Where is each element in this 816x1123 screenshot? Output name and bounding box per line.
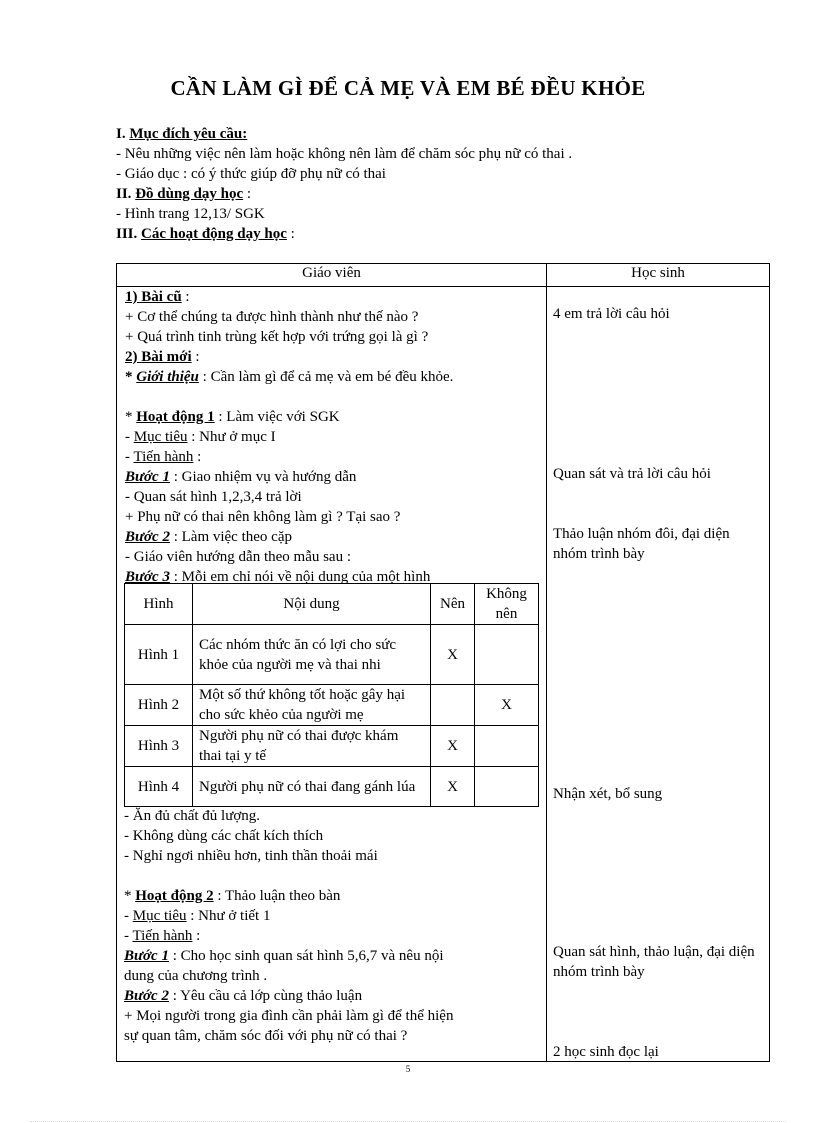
procedure-text: : bbox=[192, 928, 201, 944]
intro-label: Giới thiệu bbox=[136, 369, 199, 385]
new-lesson-heading bbox=[125, 347, 543, 367]
table-row bbox=[125, 767, 539, 807]
cell-hinh: Hình 1 bbox=[125, 625, 193, 685]
activity-1-heading bbox=[125, 407, 543, 427]
cell-nen: X bbox=[431, 767, 475, 807]
bullet: * bbox=[124, 888, 136, 904]
content-table bbox=[124, 583, 539, 807]
section-title: Đồ dùng dạy học bbox=[135, 186, 244, 202]
procedure-label: Tiến hành bbox=[133, 449, 194, 465]
question-line: + Cơ thể chúng ta được hình thành như thế nào ? bbox=[125, 309, 419, 325]
activity-2-heading bbox=[124, 886, 544, 906]
procedure-text: : bbox=[193, 449, 202, 465]
step-label: Bước 1 bbox=[125, 469, 170, 485]
step-label: Bước 1 bbox=[124, 948, 169, 964]
cell-hinh: Hình 3 bbox=[125, 726, 193, 767]
step-detail-line: dung của chương trình . bbox=[124, 968, 268, 984]
activity-text: : Thảo luận theo bàn bbox=[213, 888, 341, 904]
page-bottom-divider bbox=[30, 1121, 786, 1122]
page-title: CẦN LÀM GÌ ĐỂ CẢ MẸ VÀ EM BÉ ĐỀU KHỎE bbox=[170, 76, 646, 100]
step-text: : Yêu cầu cả lớp cùng thảo luận bbox=[168, 988, 363, 1004]
cell-nen bbox=[431, 685, 475, 726]
cell-khongnen bbox=[475, 625, 539, 685]
step-detail-line: + Phụ nữ có thai nên không làm gì ? Tại sao ? bbox=[125, 509, 401, 525]
cell-hinh: Hình 4 bbox=[125, 767, 193, 807]
step-2-line bbox=[125, 527, 543, 547]
intro-line bbox=[125, 367, 543, 387]
section-1-line: - Nêu những việc nên làm hoặc không nên làm để chăm sóc phụ nữ có thai . bbox=[116, 146, 573, 162]
teacher-column bbox=[125, 287, 543, 587]
student-answer: Quan sát hình, thảo luận, đại diện nhóm trình bày bbox=[553, 944, 755, 980]
column-header-teacher: Giáo viên bbox=[302, 265, 361, 281]
step-detail-line: sự quan tâm, chăm sóc đối với phụ nữ có thai ? bbox=[124, 1028, 408, 1044]
cell-hinh: Hình 2 bbox=[125, 685, 193, 726]
dash: - bbox=[125, 449, 134, 465]
step-detail-line: - Giáo viên hướng dẫn theo mẫu sau : bbox=[125, 549, 352, 565]
step-1-line bbox=[124, 946, 544, 966]
step-label: Bước 2 bbox=[124, 988, 169, 1004]
activity-label: Hoạt động 2 bbox=[135, 888, 214, 904]
section-number: III. bbox=[116, 226, 142, 242]
dash: - bbox=[124, 928, 133, 944]
activity-label: Hoạt động 1 bbox=[136, 409, 215, 425]
student-answer: 4 em trả lời câu hỏi bbox=[553, 306, 670, 322]
section-2-line: - Hình trang 12,13/ SGK bbox=[116, 206, 265, 222]
header-nen: Nên bbox=[431, 584, 475, 625]
bullet: * bbox=[125, 409, 137, 425]
student-answer: Quan sát và trả lời câu hỏi bbox=[553, 466, 711, 482]
step-text: : Cho học sinh quan sát hình 5,6,7 và nêu nội bbox=[168, 948, 444, 964]
step-detail-line: + Mọi người trong gia đình cần phải làm gì để thể hiện bbox=[124, 1008, 454, 1024]
colon: : bbox=[181, 289, 190, 305]
header-khongnen: Không nên bbox=[475, 584, 539, 625]
objective-label: Mục tiêu bbox=[132, 908, 187, 924]
section-title: Các hoạt động dạy học bbox=[141, 226, 287, 242]
colon: : bbox=[243, 186, 252, 202]
new-lesson-label: 2) Bài mới bbox=[125, 349, 192, 365]
section-3-heading bbox=[116, 224, 756, 244]
section-1-line: - Giáo dục : có ý thức giúp đỡ phụ nữ có thai bbox=[116, 166, 386, 182]
cell-khongnen: X bbox=[475, 685, 539, 726]
cell-noidung: Người phụ nữ có thai đang gánh lúa bbox=[193, 767, 431, 807]
header-noidung: Nội dung bbox=[193, 584, 431, 625]
content-table-header bbox=[125, 584, 539, 625]
cell-noidung: Các nhóm thức ăn có lợi cho sức khỏe của người mẹ và thai nhi bbox=[193, 625, 431, 685]
table-row bbox=[125, 685, 539, 726]
step-text: : Mỗi em chỉ nói về nội dung của một hình bbox=[169, 569, 431, 585]
section-title: Mục đích yêu cầu: bbox=[129, 126, 248, 142]
student-answer: Nhận xét, bổ sung bbox=[553, 786, 663, 802]
student-answer: 2 học sinh đọc lại bbox=[553, 1044, 659, 1060]
cell-noidung: Người phụ nữ có thai được khám thai tại y tế bbox=[193, 726, 431, 767]
cell-nen: X bbox=[431, 625, 475, 685]
section-2-heading bbox=[116, 184, 756, 204]
old-lesson-heading bbox=[125, 287, 543, 307]
step-2-line bbox=[124, 986, 544, 1006]
objective-line bbox=[125, 427, 543, 447]
conclusion-line: - Nghỉ ngơi nhiều hơn, tinh thần thoải mái bbox=[124, 848, 378, 864]
objective-text: : Như ở tiết 1 bbox=[186, 908, 271, 924]
cell-khongnen bbox=[475, 726, 539, 767]
column-divider bbox=[546, 264, 547, 1061]
section-number: II. bbox=[116, 186, 136, 202]
question-line: + Quá trình tinh trùng kết hợp với trứng gọi là gì ? bbox=[125, 329, 429, 345]
page-number: 5 bbox=[405, 1064, 411, 1074]
procedure-label: Tiến hành bbox=[132, 928, 193, 944]
column-header-student: Học sinh bbox=[631, 265, 685, 281]
step-text: : Giao nhiệm vụ và hướng dẫn bbox=[169, 469, 357, 485]
bullet: * bbox=[125, 369, 137, 385]
step-label: Bước 2 bbox=[125, 529, 170, 545]
intro-section bbox=[116, 124, 756, 244]
header-hinh: Hình bbox=[125, 584, 193, 625]
spacer bbox=[125, 387, 543, 407]
step-1-line bbox=[125, 467, 543, 487]
cell-khongnen bbox=[475, 767, 539, 807]
step-detail-line: - Quan sát hình 1,2,3,4 trả lời bbox=[125, 489, 302, 505]
step-text: : Làm việc theo cặp bbox=[169, 529, 292, 545]
dash: - bbox=[125, 429, 134, 445]
objective-text: : Như ở mục I bbox=[187, 429, 276, 445]
objective-line bbox=[124, 906, 544, 926]
procedure-line bbox=[125, 447, 543, 467]
step-label: Bước 3 bbox=[125, 569, 170, 585]
objective-label: Mục tiêu bbox=[133, 429, 188, 445]
colon: : bbox=[286, 226, 295, 242]
section-number: I. bbox=[116, 126, 130, 142]
activity-text: : Làm việc với SGK bbox=[214, 409, 340, 425]
table-row bbox=[125, 726, 539, 767]
lesson-table-header bbox=[117, 264, 769, 287]
intro-text: : Cần làm gì để cả mẹ và em bé đều khỏe. bbox=[198, 369, 454, 385]
cell-noidung: Một số thứ không tốt hoặc gây hại cho sức khẻo của người mẹ bbox=[193, 685, 431, 726]
conclusion-list bbox=[124, 806, 378, 866]
conclusion-line: - Không dùng các chất kích thích bbox=[124, 828, 324, 844]
old-lesson-label: 1) Bài cũ bbox=[125, 289, 182, 305]
student-answer: Thảo luận nhóm đôi, đại diện nhóm trình bày bbox=[553, 526, 730, 562]
activity-2-block bbox=[124, 886, 544, 1046]
section-1-heading bbox=[116, 124, 756, 144]
colon: : bbox=[191, 349, 200, 365]
procedure-line bbox=[124, 926, 544, 946]
conclusion-line: - Ăn đủ chất đủ lượng. bbox=[124, 808, 261, 824]
table-row bbox=[125, 625, 539, 685]
dash: - bbox=[124, 908, 133, 924]
cell-nen: X bbox=[431, 726, 475, 767]
